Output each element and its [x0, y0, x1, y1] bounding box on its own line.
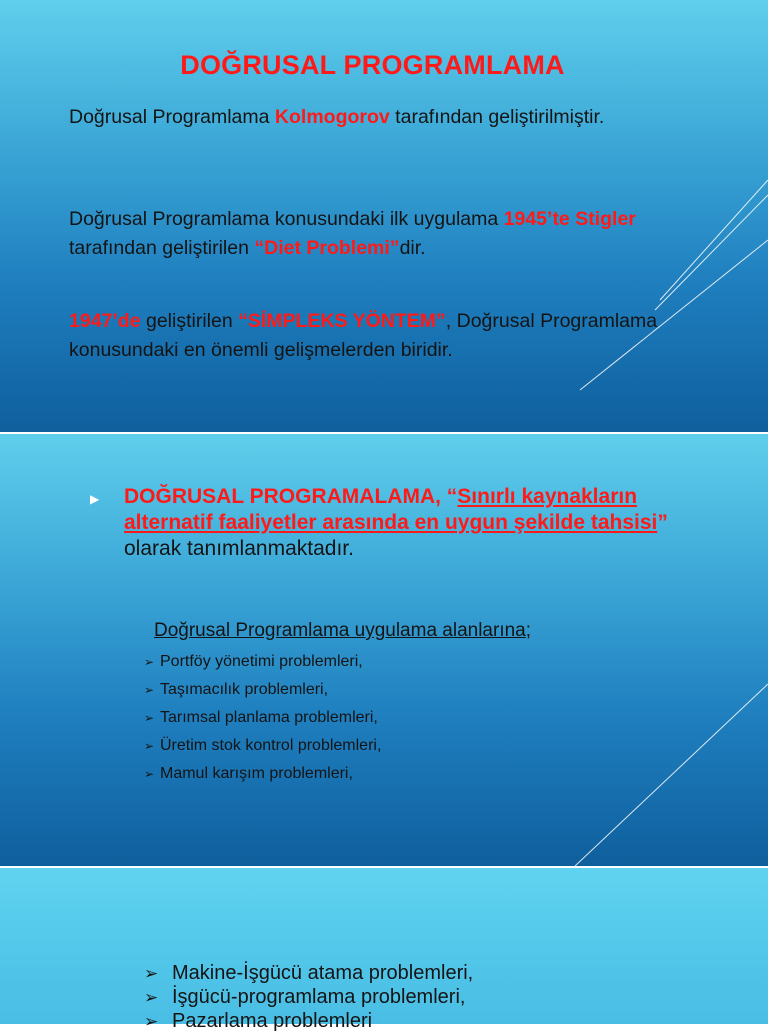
text: Doğrusal Programlama konusundaki ilk uygulama	[69, 208, 504, 230]
paragraph-simplex	[69, 307, 719, 365]
applications-list	[144, 650, 381, 790]
text: geliştirilen	[140, 310, 239, 332]
highlight-definition: Sınırlı kaynakların alternatif faaliyetler arasında en uygun şekilde tahsisi	[124, 485, 658, 534]
list-item	[144, 678, 381, 706]
list-item	[144, 734, 381, 762]
text: dir.	[399, 237, 426, 259]
paragraph-stigler	[69, 205, 719, 263]
list-item-text: Pazarlama problemleri	[172, 1010, 373, 1032]
arrow-icon: ➢	[144, 683, 155, 697]
list-item-text: Makine-İşgücü atama problemleri,	[172, 962, 474, 984]
list-item-text: Tarımsal planlama problemleri,	[160, 709, 378, 726]
text: tarafından geliştirilen	[69, 237, 255, 259]
text: Doğrusal Programlama	[69, 106, 275, 128]
list-item	[144, 762, 381, 790]
applications-list-continued	[144, 962, 473, 1034]
text: tarafından geliştirilmiştir.	[389, 106, 605, 128]
highlight-simplex: “SİMPLEKS YÖNTEM”	[238, 310, 446, 332]
list-item	[144, 986, 473, 1010]
arrow-icon: ➢	[144, 767, 155, 781]
arrow-icon: ➢	[144, 964, 159, 983]
slide-1	[0, 0, 768, 432]
arrow-icon: ➢	[144, 1012, 159, 1031]
highlight-stigler: 1945’te Stigler	[503, 208, 636, 230]
list-item	[144, 962, 473, 986]
highlight-title: DOĞRUSAL PROGRAMALAMA, “	[124, 485, 458, 508]
list-item-text: İşgücü-programlama problemleri,	[172, 986, 466, 1008]
highlight-diet-problem: “Diet Problemi”	[254, 237, 400, 259]
list-item	[144, 706, 381, 734]
arrow-icon: ➢	[144, 655, 155, 669]
text: , Doğrusal Programlama konusundaki en önemli gelişmelerden biridir.	[69, 310, 658, 361]
arrow-icon: ➢	[144, 988, 159, 1007]
arrow-icon: ➢	[144, 711, 155, 725]
text: olarak tanımlanmaktadır.	[124, 537, 354, 560]
list-item-text: Üretim stok kontrol problemleri,	[160, 737, 382, 754]
arrow-icon: ➢	[144, 739, 155, 753]
list-item-text: Taşımacılık problemleri,	[160, 681, 329, 698]
applications-heading	[154, 620, 531, 642]
highlight-1947: 1947’de	[69, 310, 141, 332]
list-item-text: Mamul karışım problemleri,	[160, 765, 353, 782]
quote-close: ”	[657, 511, 668, 534]
heading-text: Doğrusal Programlama uygulama alanlarına	[154, 620, 526, 641]
deco-line	[575, 684, 768, 866]
heading-suffix: ;	[525, 620, 532, 641]
list-item	[144, 650, 381, 678]
list-item	[144, 1010, 473, 1034]
definition-bullet	[124, 484, 684, 562]
slide-title: DOĞRUSAL PROGRAMLAMA	[180, 50, 565, 80]
bullet-triangle-icon: ▶	[90, 492, 100, 506]
highlight-kolmogorov: Kolmogorov	[274, 106, 390, 128]
paragraph-kolmogorov	[69, 103, 719, 132]
list-item-text: Portföy yönetimi problemleri,	[160, 653, 363, 670]
